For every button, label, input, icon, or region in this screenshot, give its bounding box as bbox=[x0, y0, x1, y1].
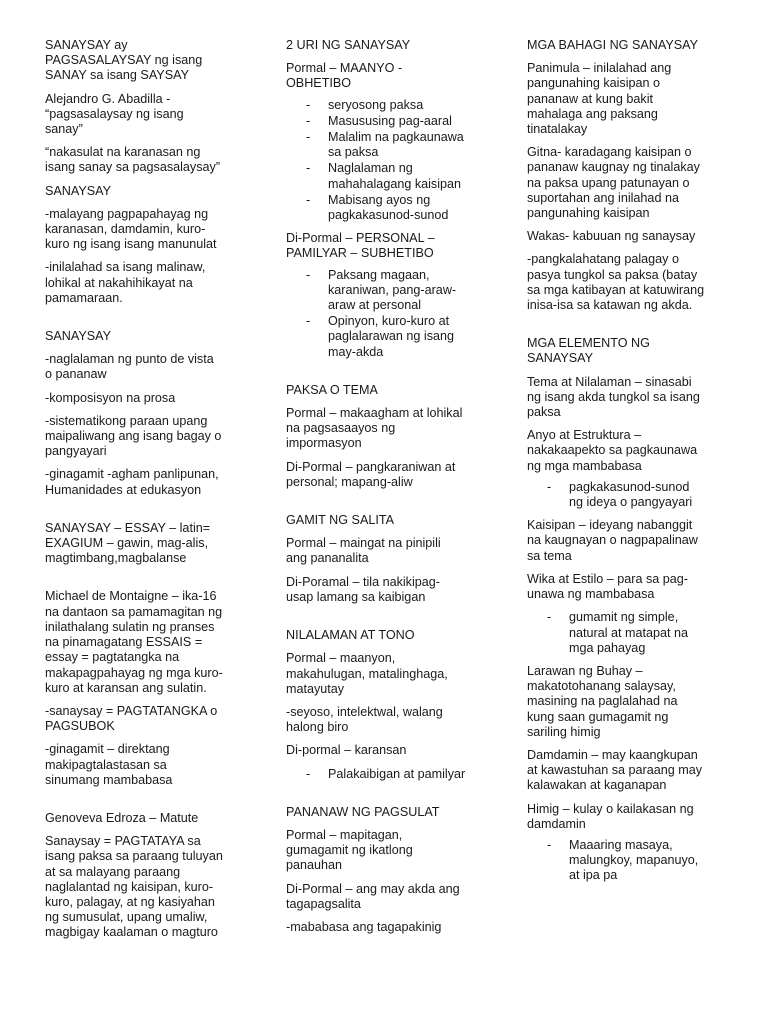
bullet-list bbox=[286, 98, 496, 224]
list-item: - pagkakasunod-sunod ng ideya o pangyayari bbox=[569, 480, 732, 510]
text-paragraph: Di-pormal – karansan bbox=[286, 743, 407, 758]
list-item: - Masususing pag-aaral bbox=[328, 114, 496, 129]
section-heading: 2 URI NG SANAYSAY bbox=[286, 38, 411, 52]
text-paragraph: Pormal – MAANYO - OBHETIBO bbox=[286, 61, 403, 91]
text-paragraph: Pormal – mapitagan, gumagamit ng ikatlong panauhan bbox=[286, 827, 413, 873]
list-item: - Maaaring masaya, malungkoy, mapanuyo, at ipa pa bbox=[569, 838, 732, 884]
sanaysay-definition: SANAYSAY ay PAGSASALAYSAY ng isang SANAY sa isang SAYSAY bbox=[45, 38, 203, 83]
text-paragraph: Wika at Estilo – para sa pag- unawa ng mambabasa bbox=[527, 571, 688, 602]
list-item: - Malalim na pagkaunawa sa paksa bbox=[328, 130, 496, 160]
list-item: - seryosong paksa bbox=[328, 98, 496, 113]
text-paragraph: Sanaysay = PAGTATAYA sa isang paksa sa paraang tuluyan at sa malayang paraang naglalantad ng kaisipan, kuro- kuro, palagay, at ng kasiyahan ng sumusulat, upang umaliw, magbigay kaalaman o magturo bbox=[45, 834, 223, 940]
text-paragraph: Wakas- kabuuan ng sanaysay bbox=[527, 229, 696, 244]
section-heading: GAMIT NG SALITA bbox=[286, 513, 394, 528]
column-right bbox=[527, 38, 732, 885]
montaigne-paragraph: Michael de Montaigne – ika-16 na dantaon sa pamamagitan ng inilathalang sulatin ng pranses na pinamagatang ESSAIS = essay = pagtatangka na makapagpahayag ng mga kuro- kuro at karansan ang sulatin. bbox=[45, 589, 223, 695]
text-paragraph: Di-Pormal – ang may akda ang tagapagsalita bbox=[286, 881, 460, 911]
text-paragraph: Kaisipan – ideyang nabanggit na kaugnayan o nagpapalinaw sa tema bbox=[527, 518, 698, 563]
section-heading: PANANAW NG PAGSULAT bbox=[286, 804, 440, 819]
text-paragraph: -malayang pagpapahayag ng karanasan, damdamin, kuro- kuro ng isang isang manunulat bbox=[45, 206, 217, 252]
list-item: - Paksang magaan, karaniwan, pang-araw- araw at personal bbox=[328, 268, 496, 314]
text-paragraph: Di-Pormal – pangkaraniwan at personal; mapang-aliw bbox=[286, 459, 456, 489]
text-paragraph: Panimula – inilalahad ang pangunahing kaisipan o pananaw at kung bakit mahalaga ang paksang tinatalakay bbox=[527, 61, 672, 137]
text-paragraph: Larawan ng Buhay – makatotohanang salaysay, masining na paglalahad na kung saan gumagamit ng sariling himig bbox=[527, 663, 678, 739]
text-paragraph: Di-Poramal – tila nakikipag- usap lamang sa kaibigan bbox=[286, 574, 440, 604]
bullet-list bbox=[286, 767, 496, 782]
text-paragraph: -pangkalahatang palagay o pasya tungkol sa paksa (batay sa mga katibayan at katuwirang inisa-isa sa katawan ng akda. bbox=[527, 252, 705, 313]
text-paragraph: -sanaysay = PAGTATANGKA o PAGSUBOK bbox=[45, 703, 218, 734]
text-paragraph: -seyoso, intelektwal, walang halong biro bbox=[286, 704, 443, 735]
list-item: - Opinyon, kuro-kuro at paglalarawan ng isang may-akda bbox=[328, 314, 496, 360]
section-heading: MGA ELEMENTO NG SANAYSAY bbox=[527, 336, 650, 366]
text-paragraph: Pormal – maingat na pinipili ang pananalita bbox=[286, 536, 441, 566]
bullet-list bbox=[527, 838, 732, 884]
text-paragraph: Di-Pormal – PERSONAL – PAMILYAR – SUBHETIBO bbox=[286, 231, 435, 261]
bullet-list bbox=[527, 610, 732, 656]
list-item: - Palakaibigan at pamilyar bbox=[328, 767, 496, 782]
list-item: - Mabisang ayos ng pagkakasunod-sunod bbox=[328, 193, 496, 223]
text-paragraph: Tema at Nilalaman – sinasabi ng isang akda tungkol sa isang paksa bbox=[527, 374, 700, 420]
section-heading: MGA BAHAGI NG SANAYSAY bbox=[527, 38, 698, 52]
text-paragraph: -sistematikong paraan upang maipaliwang ang isang bagay o pangyayari bbox=[45, 413, 222, 459]
text-paragraph: -mababasa ang tagapakinig bbox=[286, 919, 442, 934]
list-item: - gumamit ng simple, natural at matapat na mga pahayag bbox=[569, 610, 732, 656]
text-paragraph: -komposisyon na prosa bbox=[45, 390, 176, 405]
section-heading: NILALAMAN AT TONO bbox=[286, 628, 415, 643]
text-paragraph: Pormal – makaagham at lohikal na pagsasaayos ng impormasyon bbox=[286, 406, 463, 451]
quote-paragraph: “nakasulat na karanasan ng isang sanay sa pagsasalaysay” bbox=[45, 145, 221, 175]
essay-etymology: SANAYSAY – ESSAY – latin= EXAGIUM – gawin, mag-alis, magtimbang,magbalanse bbox=[45, 520, 211, 566]
sanaysay-heading: SANAYSAY bbox=[45, 329, 112, 344]
text-paragraph: -inilalahad sa isang malinaw, lohikal at nakahihikayat na pamamaraan. bbox=[45, 260, 206, 305]
column-middle bbox=[286, 38, 496, 935]
text-paragraph: Pormal – maanyon, makahulugan, matalinghaga, matayutay bbox=[286, 651, 448, 696]
text-paragraph: -naglalaman ng punto de vista o pananaw bbox=[45, 352, 214, 382]
column-left bbox=[45, 38, 255, 941]
matute-heading: Genoveva Edroza – Matute bbox=[45, 810, 199, 825]
abadilla-quote: Alejandro G. Abadilla - “pagsasalaysay ng isang sanay” bbox=[45, 91, 184, 137]
text-paragraph: -ginagamit – direktang makipagtalastasan sa sinumang mambabasa bbox=[45, 742, 173, 787]
text-paragraph: Gitna- karadagang kaisipan o pananaw kaugnay ng tinalakay na paksa upang patunayan o suportahan ang inilahad na pangunahing kaisipan bbox=[527, 145, 700, 221]
sanaysay-heading: SANAYSAY bbox=[45, 183, 112, 198]
bullet-list bbox=[286, 268, 496, 360]
text-paragraph: Damdamin – may kaangkupan at kawastuhan sa paraang may kalawakan at kaganapan bbox=[527, 747, 703, 793]
list-item: - Naglalaman ng mahahalagang kaisipan bbox=[328, 161, 496, 191]
text-paragraph: Himig – kulay o kailakasan ng damdamin bbox=[527, 801, 694, 831]
text-paragraph: -ginagamit -agham panlipunan, Humanidades at edukasyon bbox=[45, 467, 219, 497]
section-heading: PAKSA O TEMA bbox=[286, 382, 378, 397]
bullet-list bbox=[527, 480, 732, 510]
text-paragraph: Anyo at Estruktura – nakakaapekto sa pagkaunawa ng mga mambabasa bbox=[527, 428, 698, 473]
